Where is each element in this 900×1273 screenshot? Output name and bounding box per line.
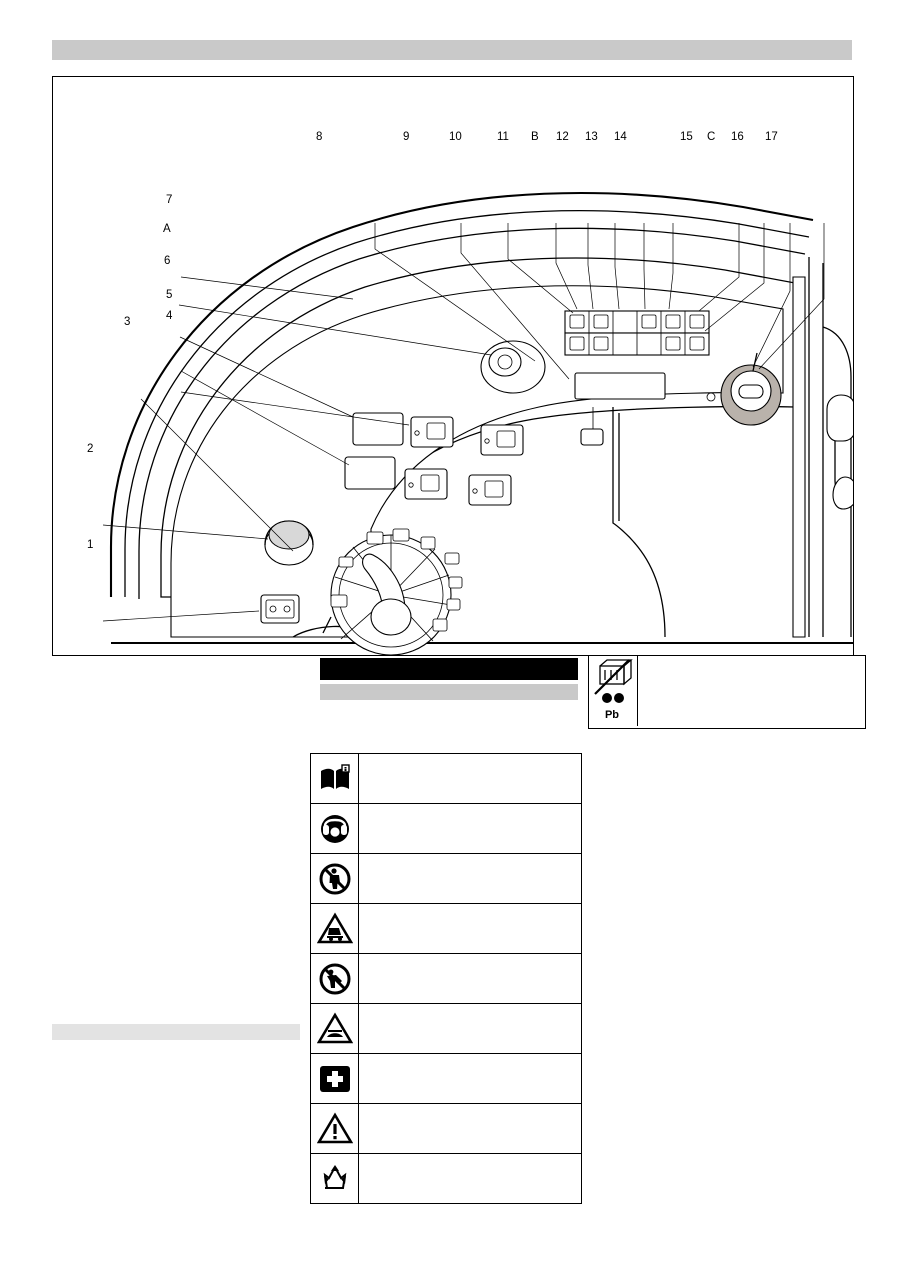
battery-pb-label: Pb [604, 709, 620, 721]
header-band [52, 40, 852, 60]
figure-callout-4: 4 [166, 310, 173, 322]
symbol-row-text [359, 904, 581, 953]
battery-disposal-icon [589, 656, 635, 724]
section-grey-bar [52, 1024, 300, 1040]
battery-disposal-box [588, 655, 866, 729]
figure-callout-13: 13 [585, 131, 598, 143]
symbol-row-text [359, 1154, 581, 1203]
first-aid-icon [311, 1054, 359, 1103]
figure-callout-C: C [707, 131, 716, 143]
symbol-row-text [359, 1104, 581, 1153]
symbol-row-text [359, 1054, 581, 1103]
table-row [311, 954, 581, 1004]
table-row [311, 904, 581, 954]
table-row [311, 804, 581, 854]
figure-callout-7: 7 [166, 194, 173, 206]
table-row [311, 1104, 581, 1154]
figure-callout-B: B [531, 131, 539, 143]
battery-disposal-icon-cell [589, 656, 638, 726]
wear-ear-protection-icon [311, 804, 359, 853]
warning-hand-crush-icon [311, 1004, 359, 1053]
symbol-row-text [359, 754, 581, 803]
figure-callout-14: 14 [614, 131, 627, 143]
machine-control-panel-illustration [53, 77, 853, 655]
figure-callout-A: A [163, 223, 171, 235]
no-riding-icon [311, 954, 359, 1003]
warning-sweeper-icon [311, 904, 359, 953]
manual-book-icon [311, 754, 359, 803]
figure-callout-9: 9 [403, 131, 410, 143]
symbol-legend-table [310, 753, 582, 1204]
symbol-row-text [359, 804, 581, 853]
no-pedestrians-icon [311, 854, 359, 903]
table-row [311, 1004, 581, 1054]
figure-frame [52, 76, 854, 656]
table-row [311, 1054, 581, 1104]
symbol-row-text [359, 854, 581, 903]
figure-callout-5: 5 [166, 289, 173, 301]
figure-callout-6: 6 [164, 255, 171, 267]
figure-callout-2: 2 [87, 443, 94, 455]
figure-callout-8: 8 [316, 131, 323, 143]
figure-callout-17: 17 [765, 131, 778, 143]
caption-bar-secondary [320, 684, 578, 700]
figure-callout-3: 3 [124, 316, 131, 328]
figure-callout-11: 11 [497, 131, 509, 143]
figure-callout-1: 1 [87, 539, 94, 551]
table-row [311, 1154, 581, 1204]
general-warning-icon [311, 1104, 359, 1153]
table-row [311, 854, 581, 904]
figure-callout-12: 12 [556, 131, 569, 143]
table-row [311, 754, 581, 804]
recycling-icon [311, 1154, 359, 1203]
figure-callout-16: 16 [731, 131, 744, 143]
figure-callout-10: 10 [449, 131, 462, 143]
symbol-row-text [359, 1004, 581, 1053]
caption-bar-primary [320, 658, 578, 680]
symbol-row-text [359, 954, 581, 1003]
figure-callout-15: 15 [680, 131, 693, 143]
